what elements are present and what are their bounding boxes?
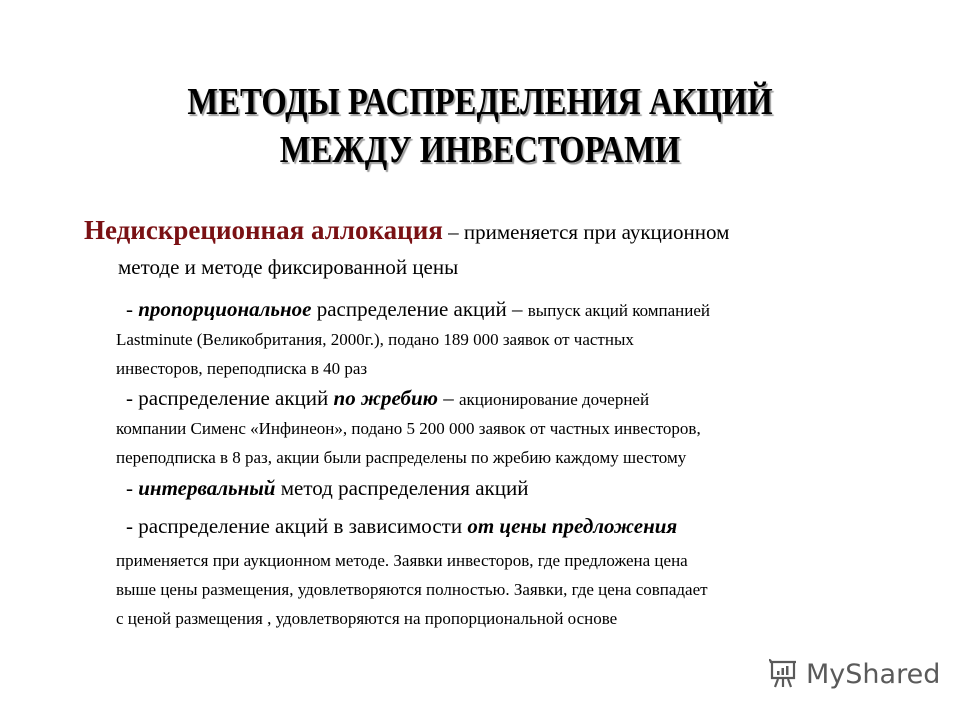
- item-emphasis: интервальный: [138, 476, 276, 500]
- watermark-logo: [766, 654, 940, 694]
- slide-title: [67, 78, 893, 174]
- item-head-rest: распределение акций –: [311, 297, 528, 321]
- item-prefix: - распределение акций: [126, 386, 334, 410]
- lead-paragraph: [84, 214, 904, 283]
- item-body-line: инвесторов, переподписка в 40 раз: [116, 359, 368, 378]
- item-body-line: применяется при аукционном методе. Заявки инвесторов, где предложена цена: [116, 551, 688, 570]
- item-body-line: выше цены размещения, удовлетворяются полностью. Заявки, где цена совпадает: [116, 580, 708, 599]
- item-prefix: - распределение акций в зависимости: [126, 514, 468, 538]
- lead-term: Недискреционная аллокация: [84, 215, 443, 245]
- item-prefix: -: [126, 297, 139, 321]
- title-line-2: МЕЖДУ ИНВЕСТОРАМИ: [279, 129, 681, 171]
- item-emphasis: пропорциональное: [138, 297, 312, 321]
- item-body-line: с ценой размещения , удовлетворяются на пропорциональной основе: [116, 609, 618, 628]
- title-line-1: МЕТОДЫ РАСПРЕДЕЛЕНИЯ АКЦИЙ: [187, 81, 773, 123]
- watermark-label: MyShared: [806, 658, 941, 690]
- item-body-line: Lastminute (Великобритания, 2000г.), подано 189 000 заявок от частных: [116, 330, 634, 349]
- item-head-small: выпуск акций компанией: [527, 301, 711, 320]
- item-head-small: акционирование дочерней: [458, 390, 650, 409]
- item-emphasis: по жребию: [333, 386, 438, 410]
- lead-text-1: – применяется при аукционном: [442, 220, 730, 244]
- item-lottery: [116, 384, 896, 472]
- presentation-board-icon: [766, 657, 800, 691]
- item-interval: [116, 474, 896, 502]
- item-proportional: [116, 295, 896, 383]
- item-head-rest: метод распределения акций: [275, 476, 529, 500]
- item-price-dependent: [116, 512, 896, 633]
- item-head-rest: –: [437, 386, 459, 410]
- item-body-line: компании Сименс «Инфинеон», подано 5 200 000 заявок от частных инвесторов,: [116, 419, 701, 438]
- item-prefix: -: [126, 476, 139, 500]
- item-emphasis: от цены предложения: [467, 514, 678, 538]
- lead-text-2: методе и методе фиксированной цены: [118, 255, 459, 279]
- item-body-line: переподписка в 8 раз, акции были распределены по жребию каждому шестому: [116, 448, 687, 467]
